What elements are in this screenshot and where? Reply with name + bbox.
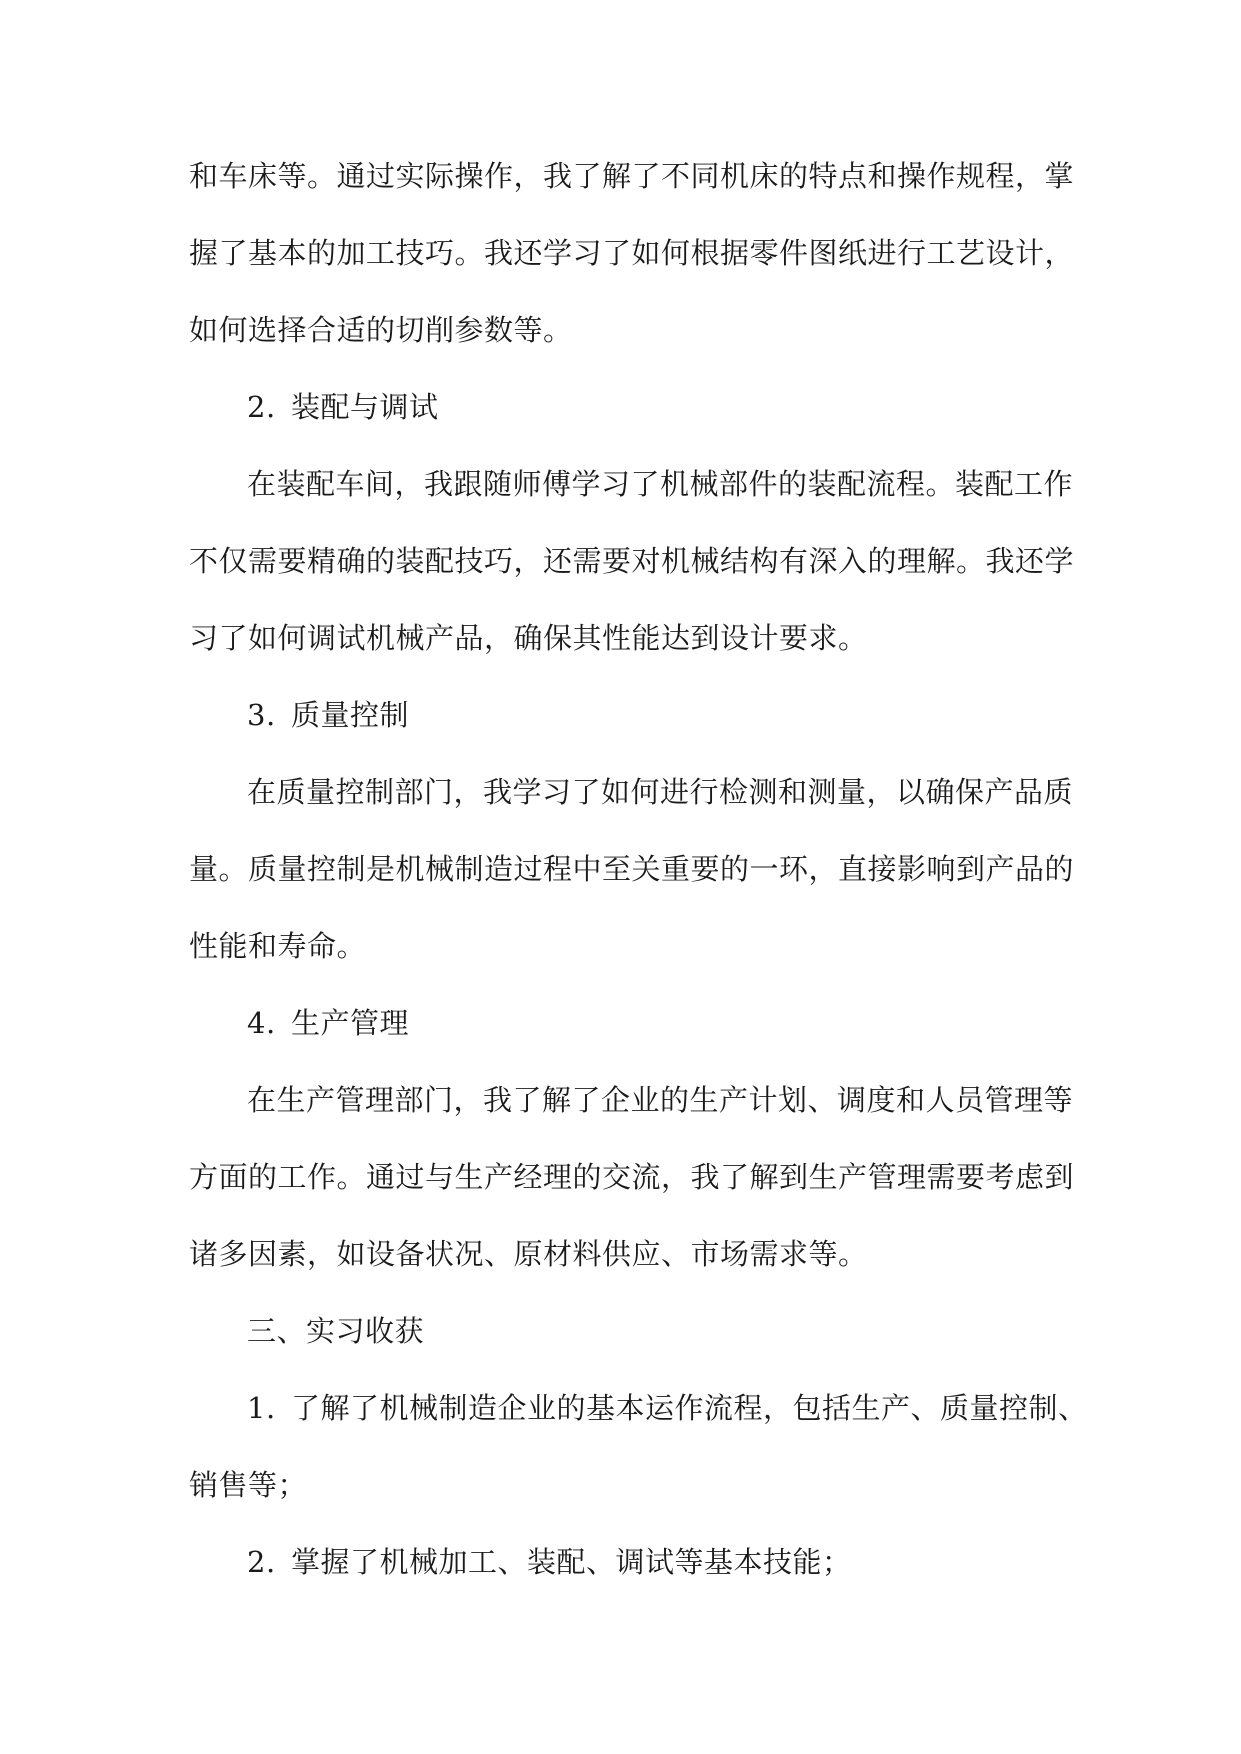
list-text: 了解了机械制造企业的基本运作流程，包括生产、质量控制、 bbox=[291, 1391, 1088, 1425]
list-item-1 bbox=[189, 1370, 1088, 1524]
heading-number: 3. bbox=[247, 698, 276, 732]
heading-assembly bbox=[189, 369, 1059, 446]
text-line: 量。质量控制是机械制造过程中至关重要的一环，直接影响到产品的 bbox=[189, 852, 1075, 886]
text-line: 性能和寿命。 bbox=[189, 929, 367, 963]
paragraph-machining-continued bbox=[189, 138, 1075, 369]
heading-number: 2. bbox=[247, 390, 276, 424]
text-line: 在质量控制部门，我学习了如何进行检测和测量，以确保产品质 bbox=[247, 775, 1074, 809]
paragraph-production-management bbox=[189, 1062, 1075, 1293]
text-line: 在装配车间，我跟随师傅学习了机械部件的装配流程。装配工作 bbox=[247, 467, 1074, 501]
paragraph-quality-control bbox=[189, 754, 1075, 985]
text-line: 握了基本的加工技巧。我还学习了如何根据零件图纸进行工艺设计， bbox=[189, 236, 1075, 270]
text-line: 不仅需要精确的装配技巧，还需要对机械结构有深入的理解。我还学 bbox=[189, 544, 1075, 578]
section-heading-gains bbox=[189, 1293, 1059, 1370]
text-line: 和车床等。通过实际操作，我了解了不同机床的特点和操作规程，掌 bbox=[189, 159, 1075, 193]
heading-quality-control bbox=[189, 677, 1059, 754]
heading-text: 装配与调试 bbox=[291, 390, 439, 424]
text-line: 诸多因素，如设备状况、原材料供应、市场需求等。 bbox=[189, 1237, 868, 1271]
heading-number: 4. bbox=[247, 1006, 276, 1040]
text-line: 方面的工作。通过与生产经理的交流，我了解到生产管理需要考虑到 bbox=[189, 1160, 1075, 1194]
paragraph-assembly bbox=[189, 446, 1075, 677]
section-title: 三、实习收获 bbox=[247, 1314, 425, 1348]
text-line: 习了如何调试机械产品，确保其性能达到设计要求。 bbox=[189, 621, 868, 655]
list-item-2 bbox=[189, 1524, 1059, 1601]
document-body bbox=[189, 138, 1088, 1601]
list-number: 2. bbox=[247, 1545, 276, 1579]
heading-production-management bbox=[189, 985, 1059, 1062]
text-line: 如何选择合适的切削参数等。 bbox=[189, 313, 573, 347]
list-text-continued: 销售等； bbox=[189, 1468, 308, 1502]
list-number: 1. bbox=[247, 1391, 276, 1425]
heading-text: 质量控制 bbox=[291, 698, 410, 732]
text-line: 在生产管理部门，我了解了企业的生产计划、调度和人员管理等 bbox=[247, 1083, 1074, 1117]
heading-text: 生产管理 bbox=[291, 1006, 410, 1040]
list-text: 掌握了机械加工、装配、调试等基本技能； bbox=[291, 1545, 852, 1579]
